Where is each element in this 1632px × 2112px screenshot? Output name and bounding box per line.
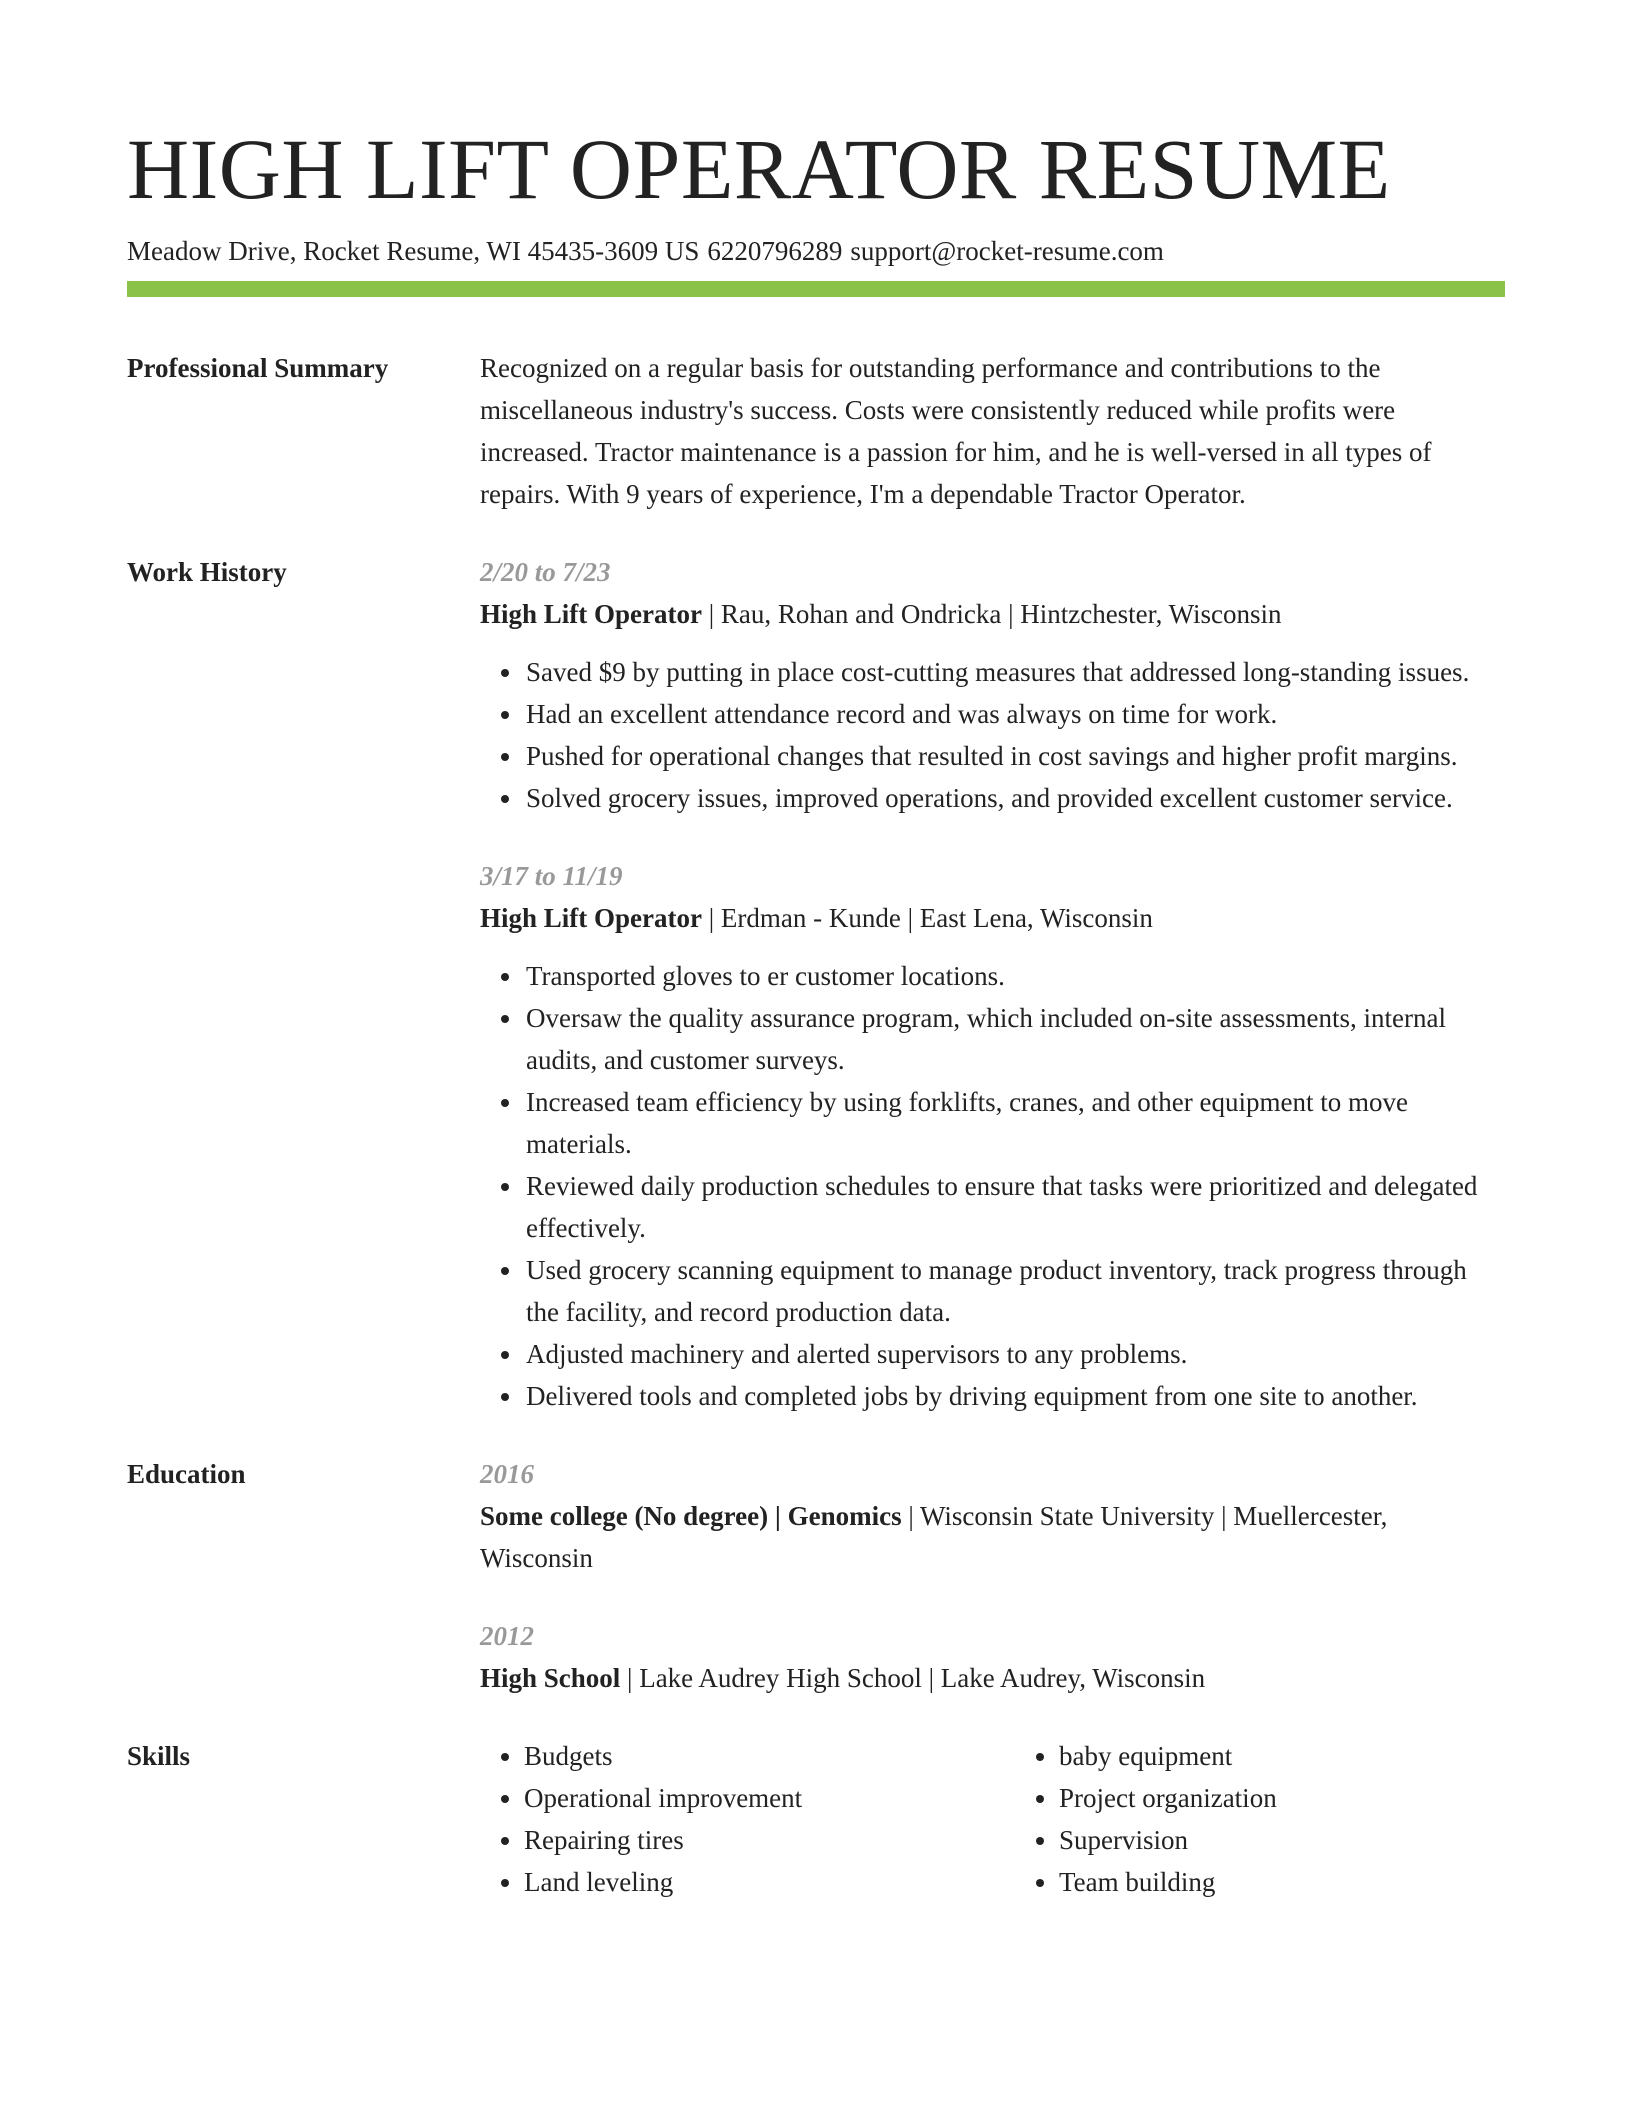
skill-item: • Land leveling [524,1861,970,1903]
skills-label: Skills [127,1741,191,1771]
work-history-label: Work History [127,557,287,587]
job-bullets [480,651,1505,819]
skill-item: • Supervision [1059,1819,1505,1861]
education-line [480,1657,1505,1699]
job-title-line [480,593,1505,635]
job-bullet: • Saved $9 by putting in place cost-cutting measures that addressed long-standing issues. [524,651,1505,693]
accent-divider [127,281,1505,297]
job-bullet: • Had an excellent attendance record and was always on time for work. [524,693,1505,735]
job-bullet: • Oversaw the quality assurance program, which included on-site assessments, internal audits, and customer surveys. [524,997,1505,1081]
skill-item: • Team building [1059,1861,1505,1903]
skill-item: • Operational improvement [524,1777,970,1819]
job-bullets [480,955,1505,1417]
education-section [127,1453,1505,1699]
work-history-section [127,551,1505,1417]
education-details: | Lake Audrey High School | Lake Audrey, Wisconsin [620,1663,1206,1693]
job-bullet: • Solved grocery issues, improved operations, and provided excellent customer service. [524,777,1505,819]
job-details: | Rau, Rohan and Ondricka | Hintzchester, Wisconsin [701,599,1282,629]
skills-column-2 [1015,1735,1505,1903]
skill-item: • Project organization [1059,1777,1505,1819]
job-bullet: • Reviewed daily production schedules to ensure that tasks were prioritized and delegated effectively. [524,1165,1505,1249]
job-dates: 3/17 to 11/19 [480,861,623,891]
job-entry [480,855,1505,1417]
education-label: Education [127,1459,246,1489]
job-title-line [480,897,1505,939]
job-bullet: • Pushed for operational changes that resulted in cost savings and higher profit margins. [524,735,1505,777]
job-bullet: • Delivered tools and completed jobs by driving equipment from one site to another. [524,1375,1505,1417]
skill-item: • Budgets [524,1735,970,1777]
work-history-body [480,551,1505,1417]
resume-title: HIGH LIFT OPERATOR RESUME [127,121,1391,217]
education-details: | Wisconsin State University | Muellercester, Wisconsin [480,1501,1388,1573]
job-title: High Lift Operator [480,599,702,629]
job-bullet: • Increased team efficiency by using forklifts, cranes, and other equipment to move materials. [524,1081,1505,1165]
education-body [480,1453,1505,1699]
summary-label: Professional Summary [127,353,389,383]
job-bullet: • Adjusted machinery and alerted supervisors to any problems. [524,1333,1505,1375]
skill-item: • Repairing tires [524,1819,970,1861]
job-bullet: • Transported gloves to er customer locations. [524,955,1505,997]
contact-phone: 6220796289 [707,236,843,266]
education-degree: Some college (No degree) | Genomics [480,1501,902,1531]
skills-section [127,1735,1505,1903]
job-bullet: • Used grocery scanning equipment to manage product inventory, track progress through the facility, and record production data. [524,1249,1505,1333]
contact-line [127,236,1505,267]
summary-section [127,347,1505,515]
contact-email: support@rocket-resume.com [850,236,1164,266]
education-entry [480,1453,1505,1579]
education-year: 2016 [480,1459,534,1489]
skills-column-1 [480,1735,970,1903]
skill-item: • baby equipment [1059,1735,1505,1777]
job-title: High Lift Operator [480,903,702,933]
education-line [480,1495,1505,1579]
skills-body [480,1735,1505,1903]
summary-text: Recognized on a regular basis for outstanding performance and contributions to the miscellaneous industry's success. Costs were consistently reduced while profits were increased. Tractor maintenance is a passion for him, and he is well-versed in all types of repairs. With 9 years of experience, I'm a dependable Tractor Operator. [480,353,1432,509]
education-year: 2012 [480,1621,534,1651]
education-entry [480,1615,1505,1699]
contact-address: Meadow Drive, Rocket Resume, WI 45435-3609 US [127,236,700,266]
job-entry [480,551,1505,819]
job-details: | Erdman - Kunde | East Lena, Wisconsin [701,903,1153,933]
education-degree: High School [480,1663,621,1693]
job-dates: 2/20 to 7/23 [480,557,611,587]
